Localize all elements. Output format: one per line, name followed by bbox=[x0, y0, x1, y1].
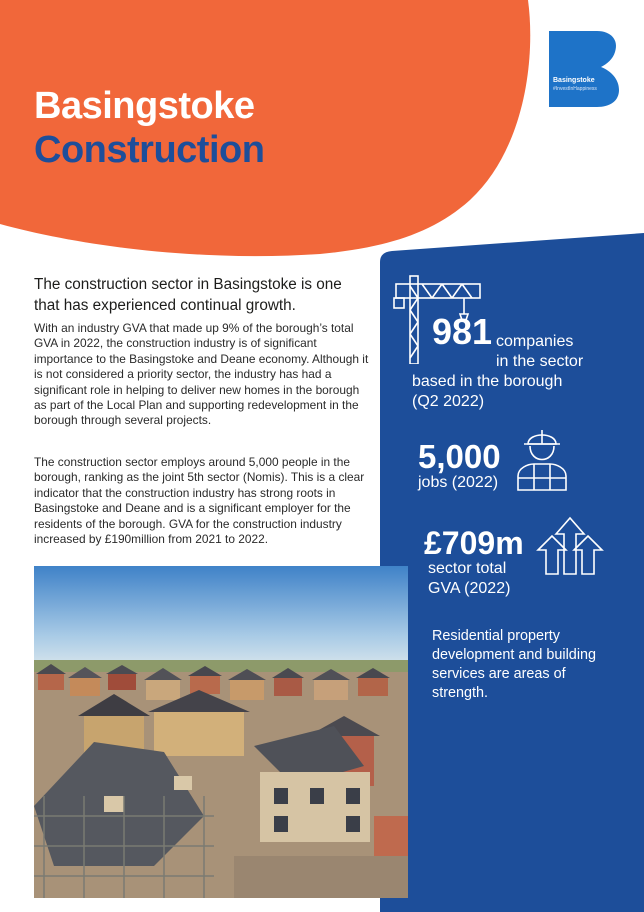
stat-companies-label-2: in the sector bbox=[496, 353, 584, 370]
logo-tagline: #InvestInHappiness bbox=[553, 86, 597, 92]
page-title-line-1: Basingstoke bbox=[34, 85, 255, 127]
strength-note: Residential property development and building services are areas of strength. bbox=[432, 628, 597, 701]
intro-text: The construction sector in Basingstoke is one that has experienced continual growth. bbox=[34, 276, 342, 314]
stat-jobs-label: jobs (2022) bbox=[418, 474, 499, 491]
stat-gva-label-1: sector total bbox=[428, 560, 507, 577]
page-title-line-2: Construction bbox=[34, 129, 265, 171]
basingstoke-logo bbox=[549, 31, 621, 107]
growth-arrows-icon bbox=[536, 516, 604, 576]
logo-name: Basingstoke bbox=[553, 77, 595, 84]
stat-companies-label-4: (Q2 2022) bbox=[412, 393, 485, 410]
stat-jobs-value: 5,000 bbox=[418, 438, 501, 475]
stat-companies-value: 981 bbox=[432, 311, 493, 352]
stat-gva-value: £709m bbox=[424, 525, 524, 561]
body-paragraph-2: The construction sector employs around 5,000 people in the borough, ranking as the joint 5th sector (Nomis). This is a clear indicator that the construction industry has strong roots in Basingstoke and Deane and is a significant employer for the residents of the borough. GVA for the construction industry increased by £190million from 2021 to 2022. bbox=[34, 455, 365, 547]
stat-gva-label-2: GVA (2022) bbox=[428, 580, 511, 597]
construction-site-photo bbox=[34, 566, 408, 898]
stat-companies-label-3: based in the borough bbox=[412, 373, 563, 390]
construction-worker-icon bbox=[516, 424, 568, 492]
stat-companies-label-1: companies bbox=[496, 333, 574, 350]
body-paragraph-1: With an industry GVA that made up 9% of the borough’s total GVA in 2022, the construction industry is of significant importance to the Basingstoke and Deane economy. Although it is not considered a priority sector, the industry has had a significant role in helping to deliver new homes in the borough as part of the Local Plan and supporting redevelopment in the borough through several projects. bbox=[34, 321, 369, 428]
